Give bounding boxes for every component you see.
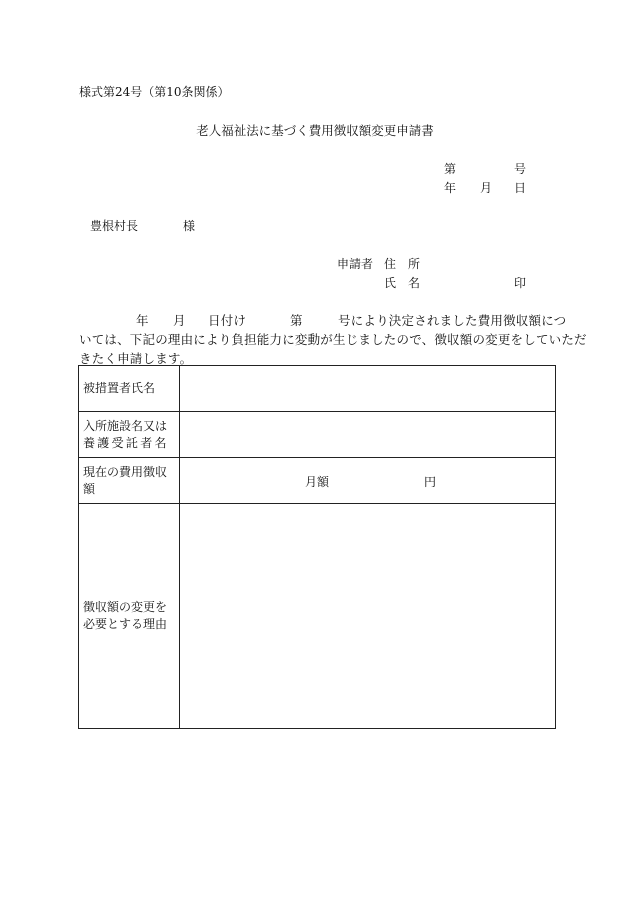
label-line: 現在の費用徴収 [83,464,168,479]
date-year: 年 [444,181,457,195]
yen-unit: 円 [424,475,437,489]
monthly-amount-label: 月額 [305,475,330,489]
table-row [79,412,556,458]
addressee-honorific: 様 [183,219,196,233]
applicant-address-label: 住 所 [384,257,421,271]
addressee-name: 豊根村長 [90,219,139,233]
label-person-name-text [83,380,169,397]
body-line2: いては、下記の理由により負担能力に変動が生じましたので、徴収額の変更をしていただ [79,332,587,347]
doc-number-prefix: 第 [444,162,457,176]
form-number: 様式第24号（第10条関係） [79,85,230,99]
label-change-reason [79,504,180,729]
date-month: 月 [480,181,493,195]
label-line: 徴収額の変更を [83,600,168,614]
label-person-name [79,366,180,412]
application-table [78,365,556,729]
applicant-name-label: 氏 名 [384,276,421,290]
current-fee-field[interactable] [180,458,556,504]
table-row [79,504,556,729]
seal-mark: 印 [514,276,527,290]
label-current-fee [79,458,180,504]
label-text: 被措置者氏名 [83,381,156,395]
person-name-field[interactable] [180,366,556,412]
body-year: 年 [136,313,149,328]
label-line: 額 [83,481,96,496]
label-facility-name [79,412,180,458]
table-row [79,458,556,504]
applicant-label: 申請者 [337,257,374,271]
change-reason-field[interactable] [180,504,556,729]
table-row [79,366,556,412]
body-line3: きたく申請します。 [79,351,193,366]
label-line: 入所施設名又は [83,418,168,433]
document-title: 老人福祉法に基づく費用徴収額変更申請書 [196,123,434,138]
label-line: 必要とする理由 [83,617,168,631]
label-line: 養護受託者名 [83,435,169,450]
body-no-prefix: 第 [290,313,303,328]
body-day: 日付け [208,313,247,328]
body-month: 月 [173,313,186,328]
body-line1-rest: 号により決定されました費用徴収額につ [338,313,567,328]
facility-name-field[interactable] [180,412,556,458]
doc-number-suffix: 号 [514,162,527,176]
date-day: 日 [514,181,527,195]
